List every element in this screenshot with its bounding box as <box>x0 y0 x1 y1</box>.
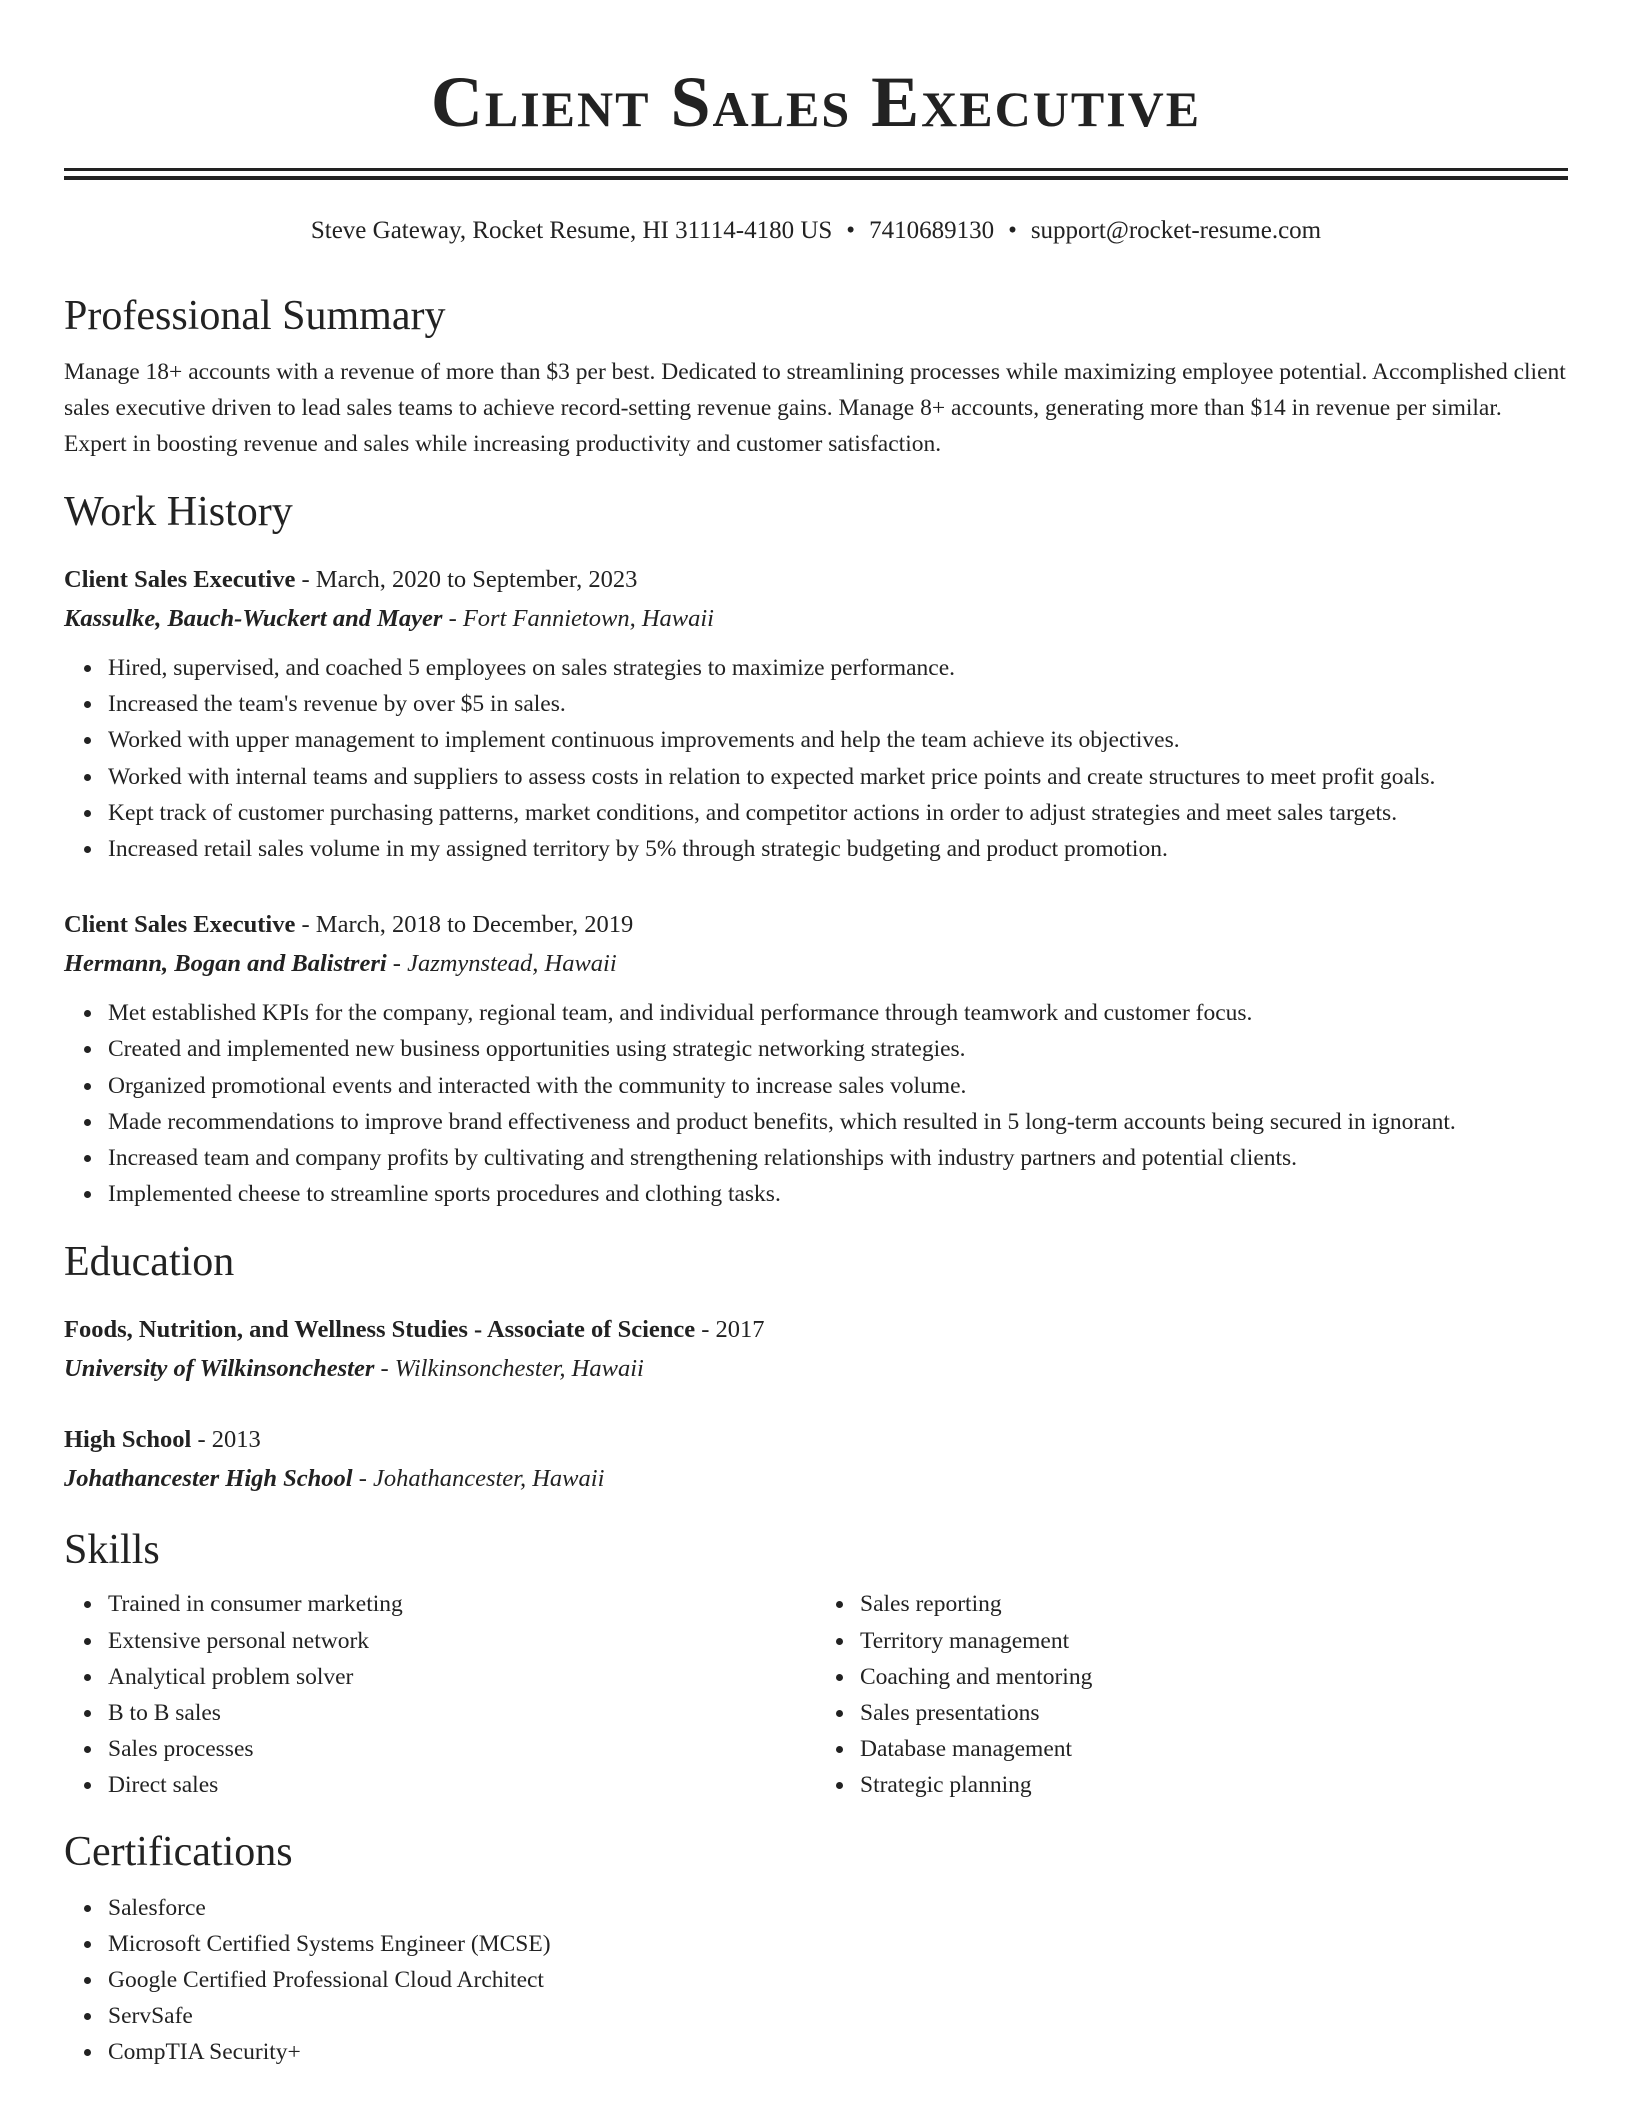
job-heading <box>64 905 1568 944</box>
job-employer <box>64 599 1568 638</box>
list-item: Worked with upper management to implement continuous improvements and help the team achieve its objectives. <box>108 722 1568 758</box>
list-item: Sales presentations <box>860 1695 1568 1731</box>
education-location: - Wilkinsonchester, Hawaii <box>374 1355 644 1383</box>
education-location: - Johathancester, Hawaii <box>352 1465 605 1493</box>
education-heading: Education <box>64 1239 235 1286</box>
list-item: Trained in consumer marketing <box>108 1586 816 1622</box>
education-school-line <box>64 1349 1568 1388</box>
list-item: Sales reporting <box>860 1586 1568 1622</box>
job-entry <box>64 560 1568 867</box>
contact-separator: • <box>1008 217 1017 244</box>
job-location: - Fort Fannietown, Hawaii <box>442 605 714 632</box>
job-bullets <box>64 995 1568 1212</box>
certifications-list <box>64 1890 1568 2071</box>
list-item: ServSafe <box>108 1998 1568 2034</box>
list-item: Direct sales <box>108 1767 816 1803</box>
skills-list-left <box>64 1586 816 1803</box>
summary-heading: Professional Summary <box>64 293 446 339</box>
education-year: - 2017 <box>695 1316 765 1344</box>
job-title: Client Sales Executive <box>64 566 296 593</box>
job-company: Kassulke, Bauch-Wuckert and Mayer <box>64 605 443 632</box>
job-title: Client Sales Executive <box>64 911 296 939</box>
skills-heading: Skills <box>64 1527 160 1574</box>
contact-address: Steve Gateway, Rocket Resume, HI 31114-4180 US <box>310 217 833 244</box>
education-entry <box>64 1420 1568 1498</box>
job-entry <box>64 905 1568 1212</box>
list-item: Increased team and company profits by cultivating and strengthening relationships with industry partners and potential clients. <box>108 1140 1568 1176</box>
job-employer <box>64 944 1568 983</box>
list-item: Met established KPIs for the company, regional team, and individual performance through teamwork and customer focus. <box>108 995 1568 1031</box>
list-item: Google Certified Professional Cloud Architect <box>108 1962 1568 1998</box>
education-degree: High School <box>64 1426 192 1454</box>
contact-phone: 7410689130 <box>869 217 995 244</box>
education-year: - 2013 <box>191 1426 261 1454</box>
education-degree-line <box>64 1420 1568 1459</box>
list-item: Kept track of customer purchasing patterns, market conditions, and competitor actions in order to adjust strategies and meet sales targets. <box>108 795 1568 831</box>
certifications-heading: Certifications <box>64 1828 293 1875</box>
list-item: Hired, supervised, and coached 5 employees on sales strategies to maximize performance. <box>108 650 1568 686</box>
list-item: Created and implemented new business opportunities using strategic networking strategies. <box>108 1031 1568 1067</box>
list-item: B to B sales <box>108 1695 816 1731</box>
list-item: Organized promotional events and interacted with the community to increase sales volume. <box>108 1068 1568 1104</box>
job-dates: - March, 2020 to September, 2023 <box>295 566 638 593</box>
resume-title: Client Sales Executive <box>430 62 1202 142</box>
job-bullets <box>64 650 1568 867</box>
job-dates: - March, 2018 to December, 2019 <box>295 911 634 939</box>
education-entry <box>64 1310 1568 1388</box>
list-item: Database management <box>860 1731 1568 1767</box>
list-item: Extensive personal network <box>108 1623 816 1659</box>
education-school-line <box>64 1459 1568 1498</box>
list-item: Analytical problem solver <box>108 1659 816 1695</box>
education-school: Johathancester High School <box>64 1465 353 1493</box>
contact-email: support@rocket-resume.com <box>1030 217 1322 244</box>
list-item: Microsoft Certified Systems Engineer (MCSE) <box>108 1926 1568 1962</box>
education-degree-line <box>64 1310 1568 1349</box>
contact-line <box>64 214 1568 248</box>
list-item: Territory management <box>860 1623 1568 1659</box>
list-item: Implemented cheese to streamline sports procedures and clothing tasks. <box>108 1176 1568 1212</box>
job-heading <box>64 560 1568 599</box>
list-item: Sales processes <box>108 1731 816 1767</box>
education-school: University of Wilkinsonchester <box>64 1355 375 1383</box>
list-item: Salesforce <box>108 1890 1568 1926</box>
skills-list-right <box>816 1586 1568 1803</box>
list-item: Increased retail sales volume in my assigned territory by 5% through strategic budgeting and product promotion. <box>108 831 1568 867</box>
work-history-heading: Work History <box>64 489 293 535</box>
summary-text: Manage 18+ accounts with a revenue of more than $3 per best. Dedicated to streamlining processes while maximizing employee potential. Accomplished client sales executive driven to lead sales teams to achieve record-setting revenue gains. Manage 8+ accounts, generating more than $14 in revenue per similar. Expert in boosting revenue and sales while increasing productivity and customer satisfaction. <box>64 359 1566 457</box>
list-item: CompTIA Security+ <box>108 2034 1568 2070</box>
list-item: Worked with internal teams and suppliers to assess costs in relation to expected market price points and create structures to meet profit goals. <box>108 759 1568 795</box>
list-item: Strategic planning <box>860 1767 1568 1803</box>
job-location: - Jazmynstead, Hawaii <box>386 950 617 978</box>
list-item: Coaching and mentoring <box>860 1659 1568 1695</box>
contact-separator: • <box>846 217 856 244</box>
job-company: Hermann, Bogan and Balistreri <box>64 950 387 978</box>
skills-grid <box>64 1586 1568 1803</box>
list-item: Made recommendations to improve brand effectiveness and product benefits, which resulted in 5 long-term accounts being secured in ignorant. <box>108 1104 1568 1140</box>
list-item: Increased the team's revenue by over $5 in sales. <box>108 686 1568 722</box>
title-double-rule <box>64 168 1568 180</box>
education-degree: Foods, Nutrition, and Wellness Studies - Associate of Science <box>64 1316 696 1344</box>
